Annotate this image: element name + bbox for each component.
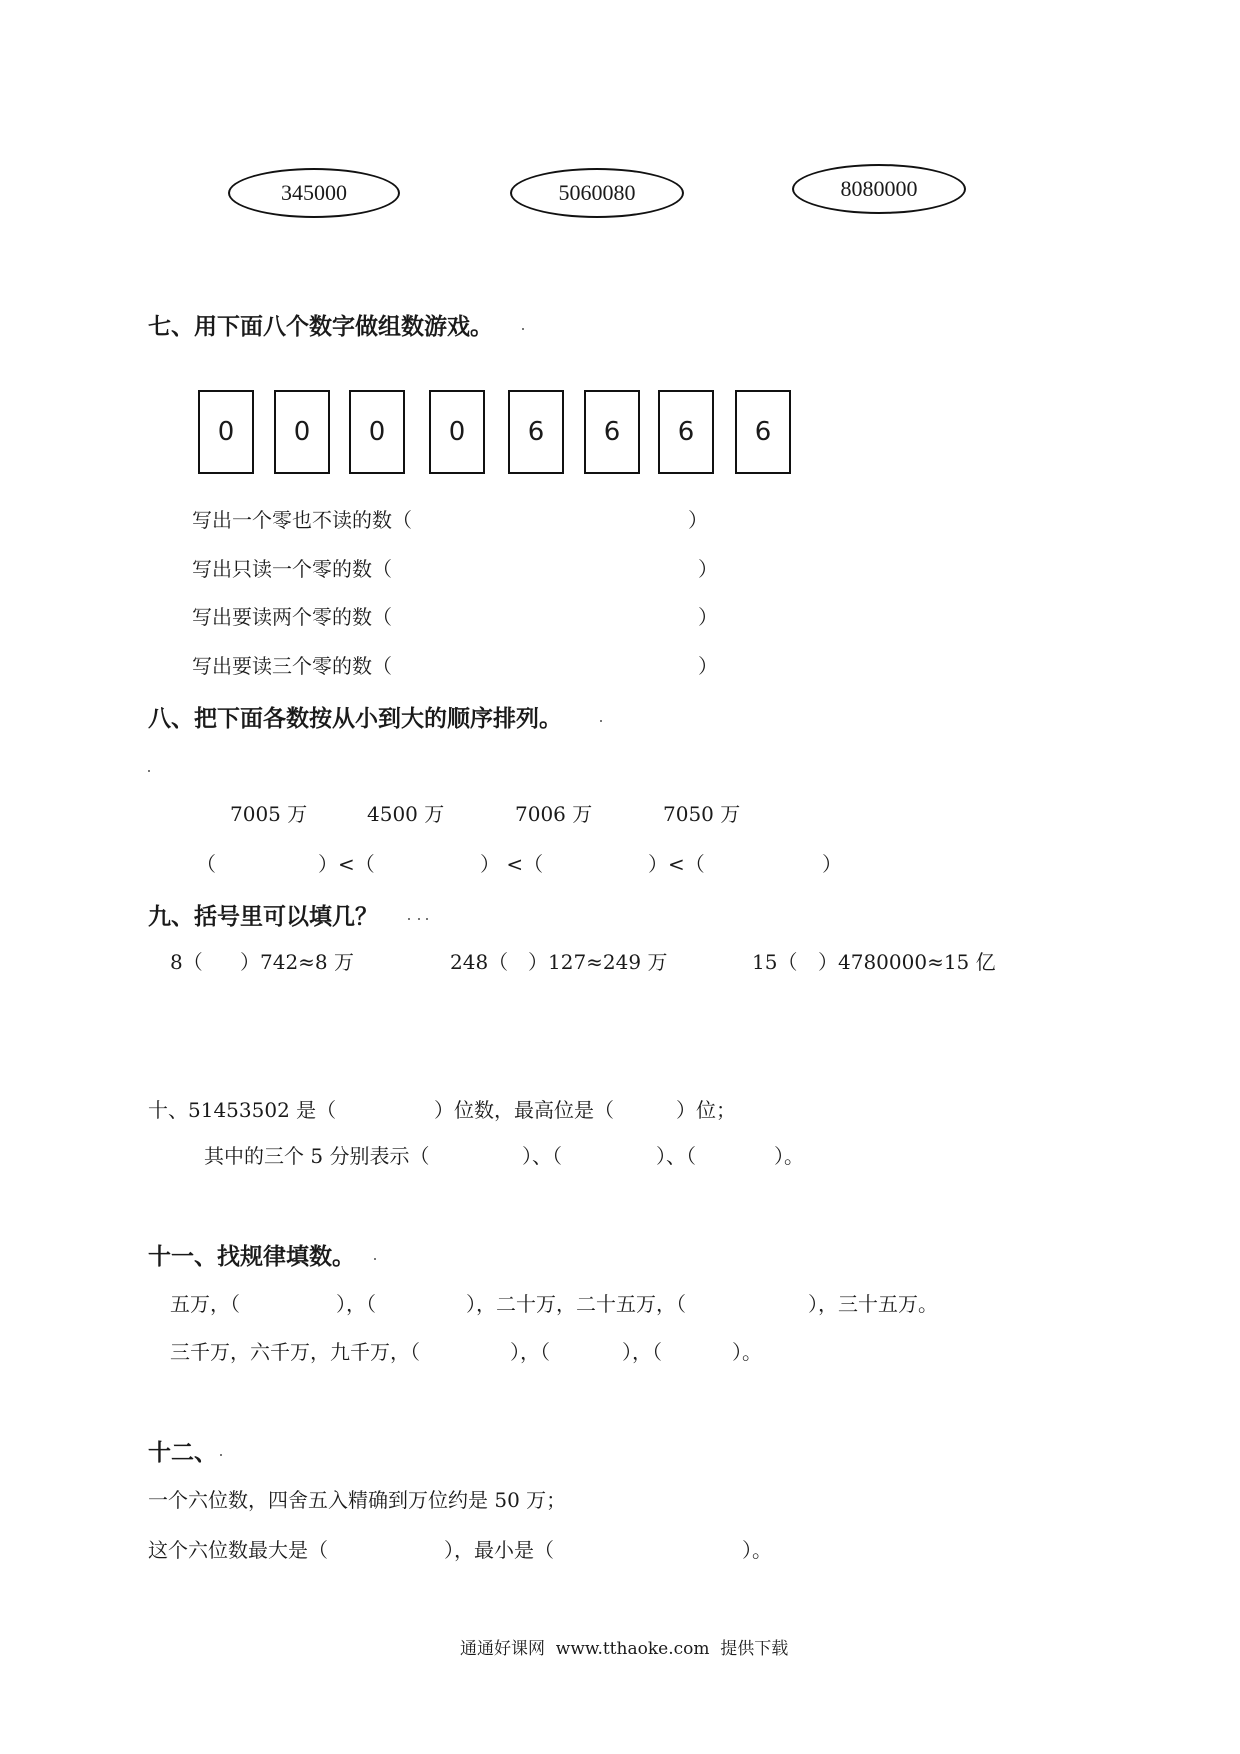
q8-heading: 八、把下面各数按从小到大的顺序排列。 — [148, 706, 562, 732]
q8-order-part-4: ）<（ — [648, 852, 705, 876]
q8-order-part-3: ） <（ — [480, 852, 544, 876]
digit-card-5: 6 — [508, 390, 564, 474]
q7-line-4-close: ） — [698, 654, 718, 678]
q7-line-1-close: ） — [688, 508, 708, 532]
q9-heading: 九、括号里可以填几？ — [148, 904, 378, 930]
q9-item-1-pre: 8（ — [170, 950, 203, 974]
digit-card-8: 6 — [735, 390, 791, 474]
digit-card-2: 0 — [274, 390, 330, 474]
number-oval-3: 8080000 — [792, 164, 966, 214]
q12-line-2-part-3: ）。 — [742, 1538, 772, 1562]
q12-line-2-part-1: 这个六位数最大是（ — [148, 1538, 328, 1562]
q7-line-1: 写出一个零也不读的数（ — [192, 508, 412, 532]
digit-card-1: 0 — [198, 390, 254, 474]
q10-line-2-part-1: 其中的三个 5 分别表示（ — [204, 1144, 430, 1168]
q10-line-2-part-3: ）、（ — [656, 1144, 696, 1168]
q7-line-2-close: ） — [698, 557, 718, 581]
q12-line-2-part-2: ），最小是（ — [444, 1538, 554, 1562]
q11-line-1-part-2: ），（ — [336, 1292, 376, 1316]
number-oval-1: 345000 — [228, 168, 400, 218]
q10-line-1-part-1: 十、51453502 是（ — [148, 1098, 337, 1122]
digit-card-6: 6 — [584, 390, 640, 474]
q11-line-1-part-3: ），二十万，二十五万，（ — [466, 1292, 686, 1316]
digit-card-7: 6 — [658, 390, 714, 474]
digit-card-3: 0 — [349, 390, 405, 474]
q7-line-2: 写出只读一个零的数（ — [192, 557, 392, 581]
q7-line-4: 写出要读三个零的数（ — [192, 654, 392, 678]
q12-heading: 十二、 — [148, 1440, 217, 1466]
q10-line-2-part-4: ）。 — [774, 1144, 804, 1168]
q8-order-part-1: （ — [196, 852, 216, 876]
number-oval-2: 5060080 — [510, 168, 684, 218]
q8-number-2: 4500 万 — [367, 802, 445, 826]
q9-item-3-post: ）4780000≈15 亿 — [818, 950, 996, 974]
q11-line-2-part-3: ），（ — [622, 1340, 662, 1364]
q11-line-2-part-2: ），（ — [510, 1340, 550, 1364]
q8-number-3: 7006 万 — [515, 802, 593, 826]
q9-item-2-post: ）127≈249 万 — [528, 950, 668, 974]
q11-line-2-part-4: ）。 — [732, 1340, 762, 1364]
q8-number-4: 7050 万 — [663, 802, 741, 826]
footer-text: 通通好课网 www.tthaoke.com 提供下载 — [460, 1639, 789, 1659]
q10-line-1-part-3: ）位； — [676, 1098, 736, 1122]
q11-line-1-part-1: 五万，（ — [170, 1292, 240, 1316]
q11-line-1-part-4: ），三十五万。 — [808, 1292, 938, 1316]
q9-item-2-pre: 248（ — [450, 950, 509, 974]
q11-heading: 十一、找规律填数。 — [148, 1244, 355, 1270]
q7-line-3: 写出要读两个零的数（ — [192, 605, 392, 629]
digit-card-4: 0 — [429, 390, 485, 474]
q9-item-3-pre: 15（ — [752, 950, 798, 974]
q10-line-2-part-2: ）、（ — [522, 1144, 562, 1168]
q11-line-2-part-1: 三千万，六千万，九千万，（ — [170, 1340, 420, 1364]
q8-number-1: 7005 万 — [230, 802, 308, 826]
q8-order-part-5: ） — [822, 852, 842, 876]
q12-line-1: 一个六位数，四舍五入精确到万位约是 50 万； — [148, 1488, 567, 1512]
q8-order-part-2: ）<（ — [318, 852, 375, 876]
q10-line-1-part-2: ）位数，最高位是（ — [434, 1098, 614, 1122]
q7-line-3-close: ） — [698, 605, 718, 629]
q9-item-1-post: ）742≈8 万 — [240, 950, 355, 974]
q7-heading: 七、用下面八个数字做组数游戏。 — [148, 314, 493, 340]
